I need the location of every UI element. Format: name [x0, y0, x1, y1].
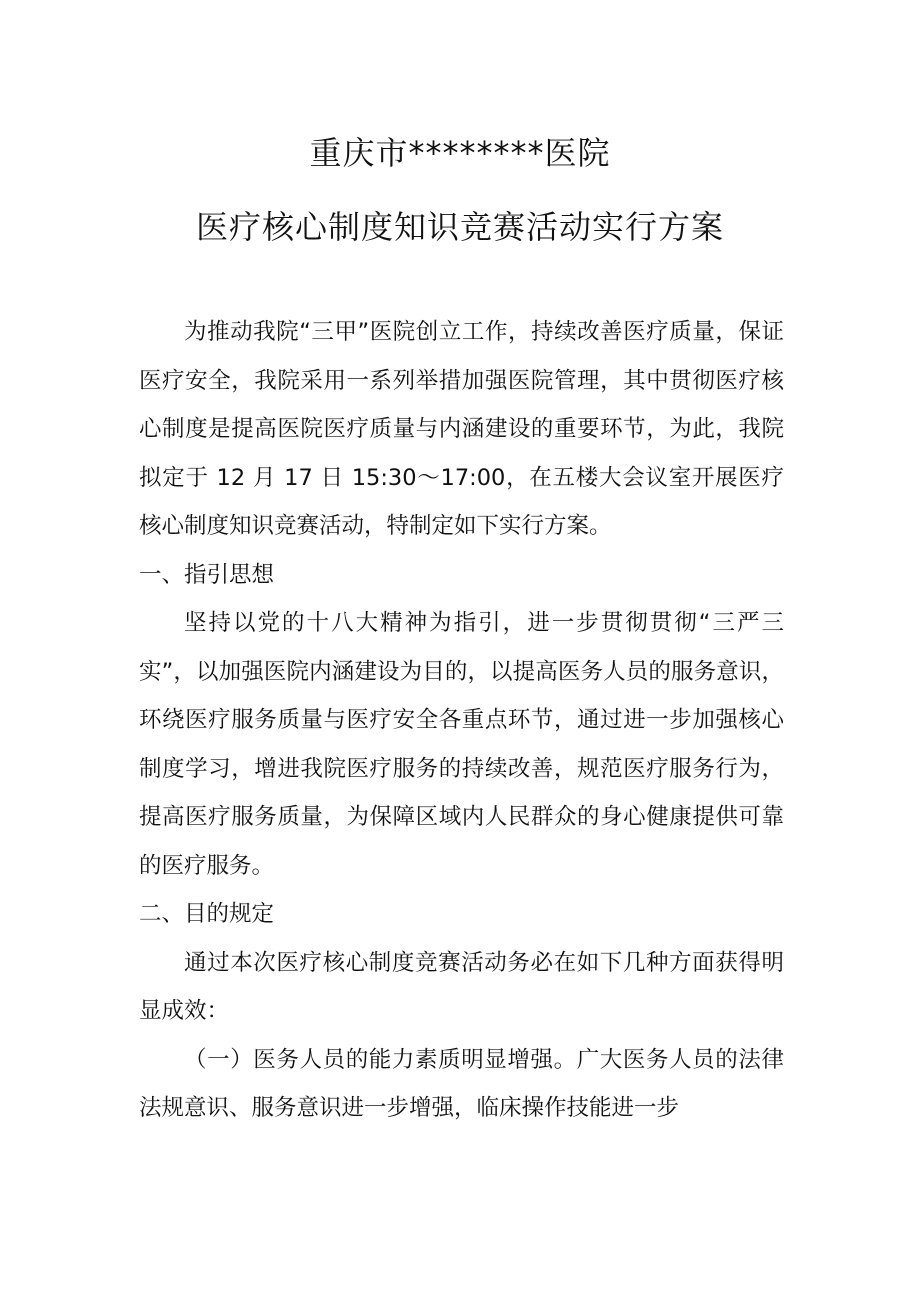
intro-paragraph: 为推动我院“三甲”医院创立工作，持续改善医疗质量，保证医疗安全，我院采用一系列举措加强医院管理，其中贯彻医疗核心制度是提高医院医疗质量与内涵建设的重要环节，为此，我院拟定于 12 月 17 日 15:30～17:00，在五楼大会议室开展医疗核心制度知识竞赛活动，特制定如下实行方案。	[139, 319, 784, 539]
document-title-plan: 医疗核心制度知识竞赛活动实行方案	[195, 208, 724, 246]
section-heading-objectives: 二、目的规定	[139, 901, 275, 927]
objective-item-1: （一）医务人员的能力素质明显增强。广大医务人员的法律法规意识、服务意识进一步增强，临床操作技能进一步	[139, 1046, 784, 1121]
guiding-thought-paragraph: 坚持以党的十八大精神为指引，进一步贯彻贯彻“三严三实”，以加强医院内涵建设为目的，以提高医务人员的服务意识，环绕医疗服务质量与医疗安全各重点环节，通过进一步加强核心制度学习，增进我院医疗服务的持续改善，规范医疗服务行为，提高医疗服务质量，为保障区域内人民群众的身心健康提供可靠的医疗服务。	[139, 610, 784, 879]
section-heading-guiding-thought: 一、指引思想	[139, 561, 275, 588]
objectives-paragraph: 通过本次医疗核心制度竞赛活动务必在如下几种方面获得明显成效：	[139, 949, 784, 1024]
document-title-hospital: 重庆市********医院	[309, 134, 611, 172]
document-body	[139, 308, 784, 1133]
